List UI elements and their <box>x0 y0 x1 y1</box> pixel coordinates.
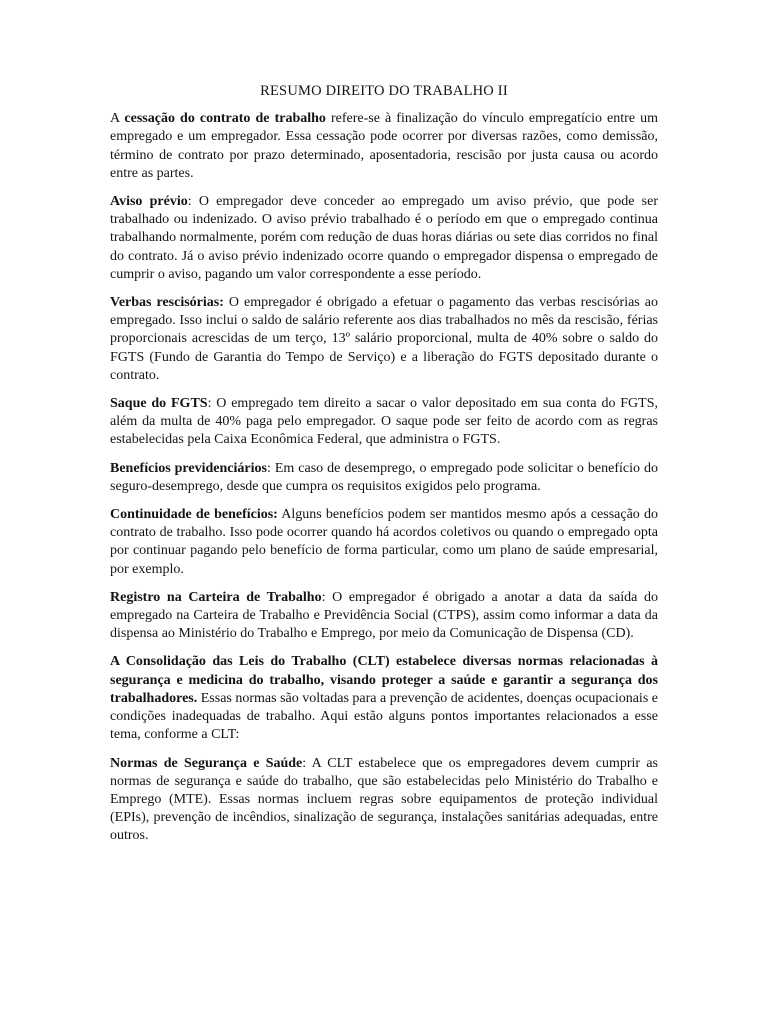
paragraph-text: Alguns benefícios podem ser mantidos mesmo após a cessação do contrato de trabalho. Isso pode ocorrer quando há acordos coletivos ou quando o empregado opta por continuar pagando pelo benefício de forma particular, como um plano de saúde empresarial, por exemplo. <box>110 507 658 577</box>
paragraph-text: : O empregador é obrigado a anotar a data da saída do empregado na Carteira de Trabalho e Previdência Social (CTPS), assim como informar a data da dispensa ao Ministério do Trabalho e Emprego, por meio da Comunicação de Dispensa (CD). <box>110 589 658 642</box>
paragraph-text: : O empregador deve conceder ao empregado um aviso prévio, que pode ser trabalhado ou indenizado. O aviso prévio trabalhado é o período em que o empregado continua trabalhando normalmente, porém com redução de duas horas diárias ou sete dias corridos no final do contrato. Já o aviso prévio indenizado ocorre quando o empregador dispensa o empregado de cumprir o aviso, pagando um valor correspondente a esse período. <box>110 194 658 282</box>
paragraph-heading: Aviso prévio <box>110 194 188 210</box>
paragraph-heading: A Consolidação das Leis do Trabalho (CLT) estabelece diversas normas relacionadas à segurança e medicina do trabalho, visando proteger a saúde e garantir a segurança dos trabalhadores. <box>110 654 658 706</box>
paragraph-continuidade-beneficios <box>110 506 658 579</box>
paragraph-text: : Em caso de desemprego, o empregado pode solicitar o benefício do seguro-desemprego, desde que cumpra os requisitos exigidos pelo programa. <box>110 460 659 494</box>
paragraph-heading: Registro na Carteira de Trabalho <box>110 589 322 605</box>
paragraph-verbas-rescisorias <box>110 294 658 385</box>
paragraph-heading: Verbas rescisórias: <box>110 295 224 311</box>
paragraph-text: : O empregado tem direito a sacar o valor depositado em sua conta do FGTS, além da multa de 40% paga pelo empregador. O saque pode ser feito de acordo com as regras estabelecidas pela Caixa Econômica Federal, que administra o FGTS. <box>110 396 658 448</box>
paragraph-text: O empregador é obrigado a efetuar o pagamento das verbas rescisórias ao empregado. Isso inclui o saldo de salário referente aos dias trabalhados no mês da rescisão, férias proporcionais acrescidas de um terço, 13º salário proporcional, multa de 40% sobre o saldo do FGTS (Fundo de Garantia do Tempo de Serviço) e a liberação do FGTS depositado durante o contrato. <box>110 295 658 383</box>
paragraph-text: refere-se à finalização do vínculo empregatício entre um empregado e um empregador. Essa cessação pode ocorrer por diversas razões, como demissão, término de contrato por prazo determinado, aposentadoria, rescisão por justa causa ou acordo entre as partes. <box>110 111 659 181</box>
paragraph-heading: Normas de Segurança e Saúde <box>110 755 303 771</box>
paragraph-cessacao <box>110 110 658 183</box>
paragraph-normas-seguranca <box>110 755 658 846</box>
paragraph-saque-fgts <box>110 395 658 450</box>
paragraph-text: : A CLT estabelece que os empregadores devem cumprir as normas de segurança e saúde do trabalho, que são estabelecidas pelo Ministério do Trabalho e Emprego (MTE). Essas normas incluem regras sobre equipamentos de proteção individual (EPIs), prevenção de incêndios, sinalização de segurança, instalações sanitárias adequadas, entre outros. <box>110 755 658 844</box>
paragraph-clt-seguranca <box>110 653 658 744</box>
document-title: RESUMO DIREITO DO TRABALHO II <box>260 83 508 99</box>
paragraph-heading: Continuidade de benefícios: <box>110 507 278 523</box>
document-page <box>110 82 658 856</box>
paragraph-text: Essas normas são voltadas para a prevenção de acidentes, doenças ocupacionais e condições inadequadas de trabalho. Aqui estão alguns pontos importantes relacionados a esse tema, conforme a CLT: <box>110 690 658 743</box>
paragraph-prefix: A <box>110 111 125 127</box>
paragraph-aviso-previo <box>110 193 658 284</box>
paragraph-heading: Benefícios previdenciários <box>110 460 267 476</box>
paragraph-heading: cessação do contrato de trabalho <box>124 111 326 127</box>
paragraph-beneficios-previdenciarios <box>110 460 658 496</box>
paragraph-heading: Saque do FGTS <box>110 396 208 412</box>
paragraph-registro-carteira <box>110 589 658 644</box>
